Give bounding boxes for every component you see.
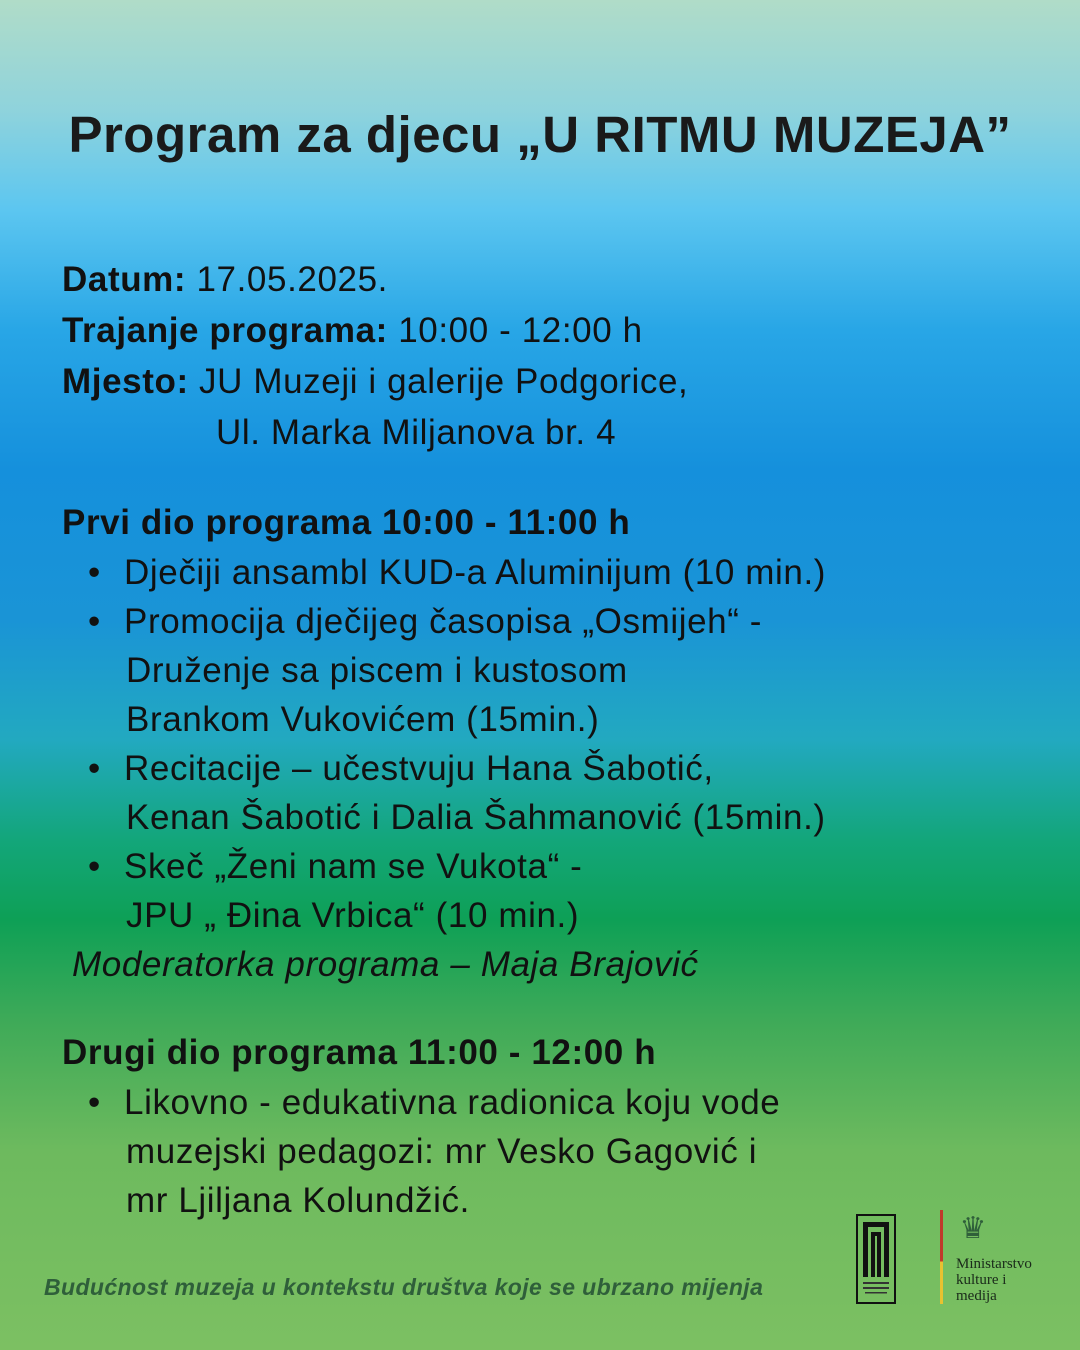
part1-heading: Prvi dio programa 10:00 - 11:00 h — [62, 503, 631, 542]
ministry-logo-text — [956, 1256, 1032, 1304]
duration-row — [62, 306, 643, 355]
ministry-line: medija — [956, 1288, 997, 1304]
list-item: Recitacije – učestvuju Hana Šabotić, — [124, 749, 714, 788]
ministry-line: Ministarstvo — [956, 1256, 1032, 1272]
list-item: mr Ljiljana Kolundžić. — [126, 1181, 470, 1220]
slogan: Budućnost muzeja u kontekstu društva koje se ubrzano mijenja — [44, 1274, 764, 1300]
date-label: Datum: — [62, 260, 187, 299]
coat-of-arms-icon: ♛ — [959, 1212, 987, 1245]
bullet-icon: • — [88, 1083, 101, 1122]
museum-logo-icon — [858, 1216, 894, 1302]
duration-label: Trajanje programa: — [62, 311, 388, 350]
place-address: Ul. Marka Miljanova br. 4 — [216, 413, 617, 452]
museum-logo — [856, 1214, 896, 1304]
place-value: JU Muzeji i galerije Podgorice, — [188, 362, 689, 401]
place-label: Mjesto: — [62, 362, 189, 401]
date-row — [62, 255, 388, 304]
page-title: Program za djecu „U RITMU MUZEJA” — [68, 106, 1012, 163]
moderator: Moderatorka programa – Maja Brajović — [72, 945, 699, 984]
ministry-line: kulture i — [956, 1272, 1007, 1288]
bullet-icon: • — [88, 749, 101, 788]
list-item: Brankom Vukovićem (15min.) — [126, 700, 600, 739]
list-item: Likovno - edukativna radionica koju vode — [124, 1083, 781, 1122]
flag-divider — [940, 1210, 943, 1304]
list-item: muzejski pedagozi: mr Vesko Gagović i — [126, 1132, 758, 1171]
bullet-icon: • — [88, 847, 101, 886]
list-item: Druženje sa piscem i kustosom — [126, 651, 628, 690]
bullet-icon: • — [88, 602, 101, 641]
part2-heading: Drugi dio programa 11:00 - 12:00 h — [62, 1033, 657, 1072]
date-value: 17.05.2025. — [186, 260, 388, 299]
list-item: Promocija dječijeg časopisa „Osmijeh“ - — [124, 602, 763, 641]
list-item: Skeč „Ženi nam se Vukota“ - — [124, 847, 583, 886]
place-row — [62, 357, 688, 406]
list-item: Kenan Šabotić i Dalia Šahmanović (15min.) — [126, 798, 826, 837]
duration-value: 10:00 - 12:00 h — [387, 311, 643, 350]
bullet-icon: • — [88, 553, 101, 592]
list-item: Dječiji ansambl KUD-a Aluminijum (10 min.) — [124, 553, 827, 592]
list-item: JPU „ Đina Vrbica“ (10 min.) — [126, 896, 580, 935]
